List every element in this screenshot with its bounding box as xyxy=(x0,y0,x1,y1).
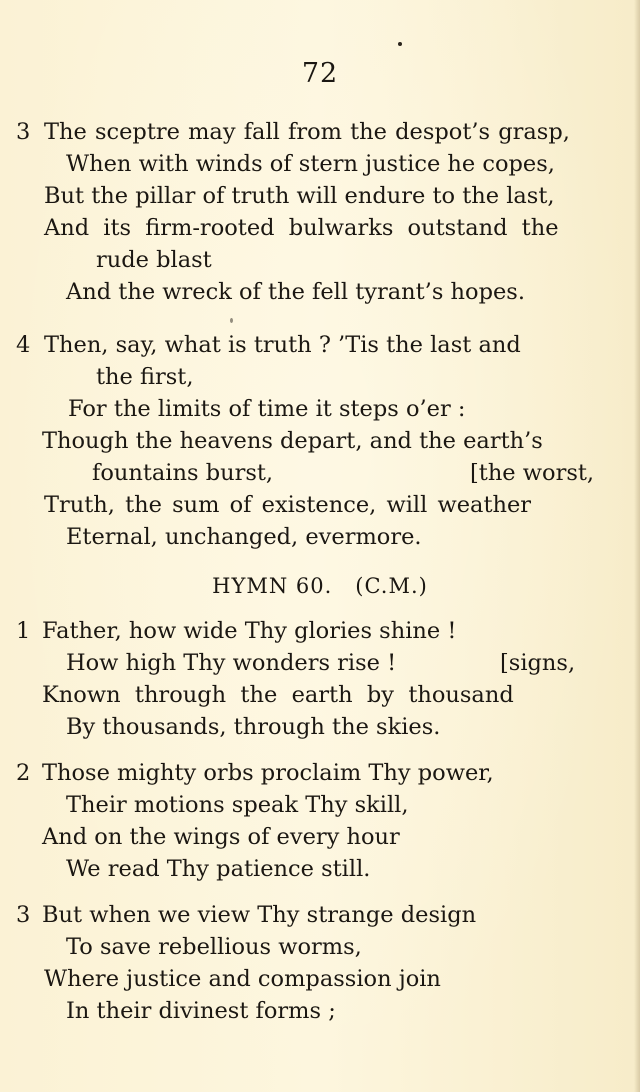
stanza-number: 1 xyxy=(16,618,31,644)
verse-line: Eternal, unchanged, evermore. xyxy=(66,524,422,550)
verse-line: Truth, the sum of existence, will weather xyxy=(44,492,532,518)
verse-line: fountains burst, xyxy=(92,460,274,486)
verse-line: And on the wings of every hour xyxy=(42,824,400,850)
verse-line: When with winds of stern justice he copes, xyxy=(66,151,555,177)
verse-line: the first, xyxy=(96,364,194,390)
verse-line: Then, say, what is truth ? ’Tis the last and xyxy=(44,332,521,358)
verse-line: In their divinest forms ; xyxy=(66,998,336,1024)
verse-line: Though the heavens depart, and the earth’s xyxy=(42,428,543,454)
ink-speck xyxy=(230,318,233,323)
verse-line: And its firm-rooted bulwarks outstand the xyxy=(44,215,559,241)
stanza-number: 2 xyxy=(16,760,31,786)
hymn-heading: HYMN 60. (C.M.) xyxy=(212,574,428,598)
verse-line: rude blast xyxy=(96,247,212,273)
verse-line: Where justice and compassion join xyxy=(44,966,441,992)
verse-line: Their motions speak Thy skill, xyxy=(66,792,409,818)
verse-line: By thousands, through the skies. xyxy=(66,714,441,740)
page-edge-shadow xyxy=(634,0,640,1092)
verse-line: To save rebellious worms, xyxy=(66,934,362,960)
verse-line: Father, how wide Thy glories shine ! xyxy=(42,618,457,644)
verse-line: And the wreck of the fell tyrant’s hopes. xyxy=(66,279,525,305)
verse-line: How high Thy wonders rise ! xyxy=(66,650,397,676)
stanza-number: 4 xyxy=(16,332,31,358)
stanza-number: 3 xyxy=(16,119,31,145)
verse-line: We read Thy patience still. xyxy=(66,856,371,882)
stanza-number: 3 xyxy=(16,902,31,928)
verse-line: The sceptre may fall from the despot’s grasp, xyxy=(44,119,570,145)
verse-line-runover: [the worst, xyxy=(470,460,595,486)
verse-line: But when we view Thy strange design xyxy=(42,902,477,928)
verse-line: For the limits of time it steps o’er : xyxy=(68,396,466,422)
verse-line: Known through the earth by thousand xyxy=(42,682,514,708)
ink-speck xyxy=(398,42,402,46)
verse-line: Those mighty orbs proclaim Thy power, xyxy=(42,760,494,786)
verse-line: But the pillar of truth will endure to the last, xyxy=(44,183,555,209)
verse-line-runover: [signs, xyxy=(500,650,576,676)
page-number: 72 xyxy=(301,58,339,89)
